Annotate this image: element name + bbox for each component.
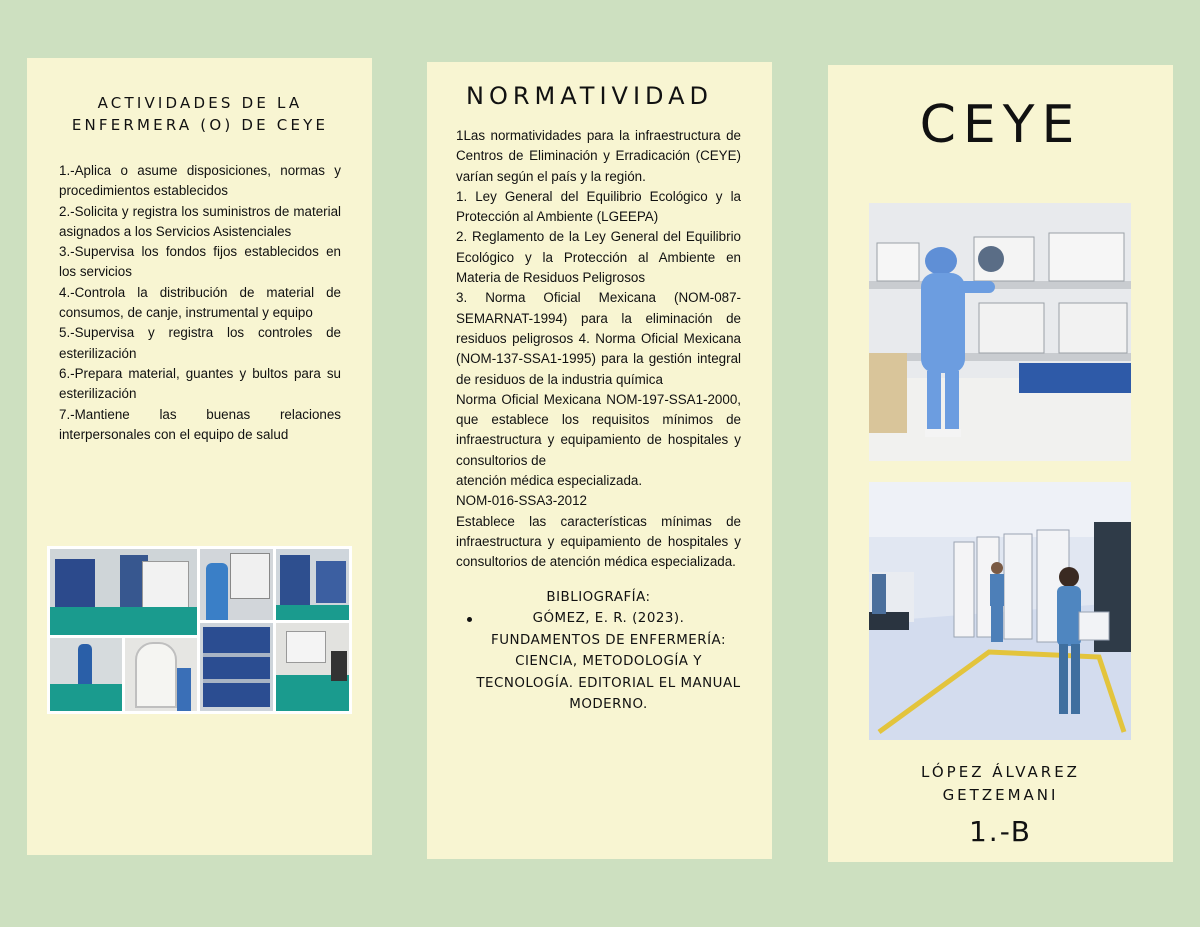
collage-photo-shelves bbox=[276, 549, 349, 620]
activity-item: 5.-Supervisa y registra los controles de esterilización bbox=[59, 325, 341, 361]
collage-photo-storage bbox=[200, 623, 273, 711]
normatividad-text bbox=[456, 126, 741, 573]
norm-paragraph: NOM-016-SSA3-2012 bbox=[456, 493, 587, 509]
bullet-icon bbox=[467, 617, 472, 622]
bibliography-entry-text: GÓMEZ, E. R. (2023). FUNDAMENTOS DE ENFERMERÍA: CIENCIA, METODOLOGÍA Y TECNOLOGÍA. EDITORIAL EL MANUAL MODERNO. bbox=[476, 611, 741, 713]
activities-title bbox=[59, 92, 341, 136]
left-panel bbox=[27, 58, 372, 855]
norm-paragraph: 3. Norma Oficial Mexicana (NOM-087-SEMARNAT-1994) para la eliminación de residuos peligrosos 4. Norma Oficial Mexicana (NOM-137-SSA1-1995) para la gestión integral de residuos de la industria química bbox=[456, 290, 741, 387]
group-label: 1.-B bbox=[968, 815, 1033, 848]
photo-ceye-storage-room bbox=[869, 482, 1131, 740]
bibliography-entry bbox=[456, 608, 741, 716]
normatividad-title: NORMATIVIDAD bbox=[466, 82, 713, 110]
author-name-line-2: GETZEMANI bbox=[942, 786, 1059, 804]
collage-photo-nurse-autoclave bbox=[200, 549, 273, 620]
activity-item: 4.-Controla la distribución de material de consumos, de canje, instrumental y equipo bbox=[59, 284, 341, 321]
collage-photo-hallway bbox=[125, 638, 197, 711]
photo-nurse-sterilizer bbox=[869, 203, 1131, 461]
author-name bbox=[828, 761, 1173, 807]
bibliography-heading: BIBLIOGRAFÍA: bbox=[546, 589, 651, 605]
norm-paragraph: 1Las normatividades para la infraestructura de Centros de Eliminación y Erradicación (CEYE) varían según el país y la región. bbox=[456, 128, 741, 184]
norm-paragraph: 1. Ley General del Equilibrio Ecológico y la Protección al Ambiente (LGEEPA) bbox=[456, 188, 741, 225]
norm-paragraph: atención médica especializada. bbox=[456, 473, 643, 489]
photo-collage bbox=[47, 546, 352, 714]
activity-item: 6.-Prepara material, guantes y bultos para su esterilización bbox=[59, 365, 341, 402]
activity-item: 7.-Mantiene las buenas relaciones interpersonales con el equipo de salud bbox=[59, 406, 341, 442]
bibliography-list bbox=[456, 608, 741, 716]
activity-item: 1.-Aplica o asume disposiciones, normas y procedimientos establecidos bbox=[59, 163, 341, 199]
right-panel bbox=[828, 65, 1173, 862]
collage-photo-nurse-table bbox=[50, 638, 122, 711]
norm-paragraph: 2. Reglamento de la Ley General del Equilibrio Ecológico y la Protección al Ambiente en Materia de Residuos Peligrosos bbox=[456, 229, 741, 286]
cover-title: CEYE bbox=[919, 95, 1082, 155]
activities-list bbox=[59, 161, 341, 445]
norm-paragraph: Establece las características mínimas de infraestructura y equipamiento de hospitales y consultorios de atención médica especializada. bbox=[456, 513, 741, 570]
activity-item: 3.-Supervisa los fondos fijos establecidos en los servicios bbox=[59, 244, 341, 280]
author-name-line-1: LÓPEZ ÁLVAREZ bbox=[921, 763, 1080, 781]
middle-panel bbox=[427, 62, 772, 859]
bibliography bbox=[456, 587, 741, 716]
collage-photo-sterilization-room bbox=[50, 549, 197, 635]
activities-title-line-1: ACTIVIDADES DE LA bbox=[97, 94, 303, 112]
activity-item: 2.-Solicita y registra los suministros de material asignados a los Servicios Asistenciales bbox=[59, 203, 341, 239]
norm-paragraph: Norma Oficial Mexicana NOM-197-SSA1-2000, que establece los requisitos mínimos de infraestructura y equipamiento de hospitales y consultorios de bbox=[456, 391, 741, 468]
collage-photo-equipment bbox=[276, 623, 349, 711]
activities-title-line-2: ENFERMERA (O) DE CEYE bbox=[71, 116, 329, 134]
